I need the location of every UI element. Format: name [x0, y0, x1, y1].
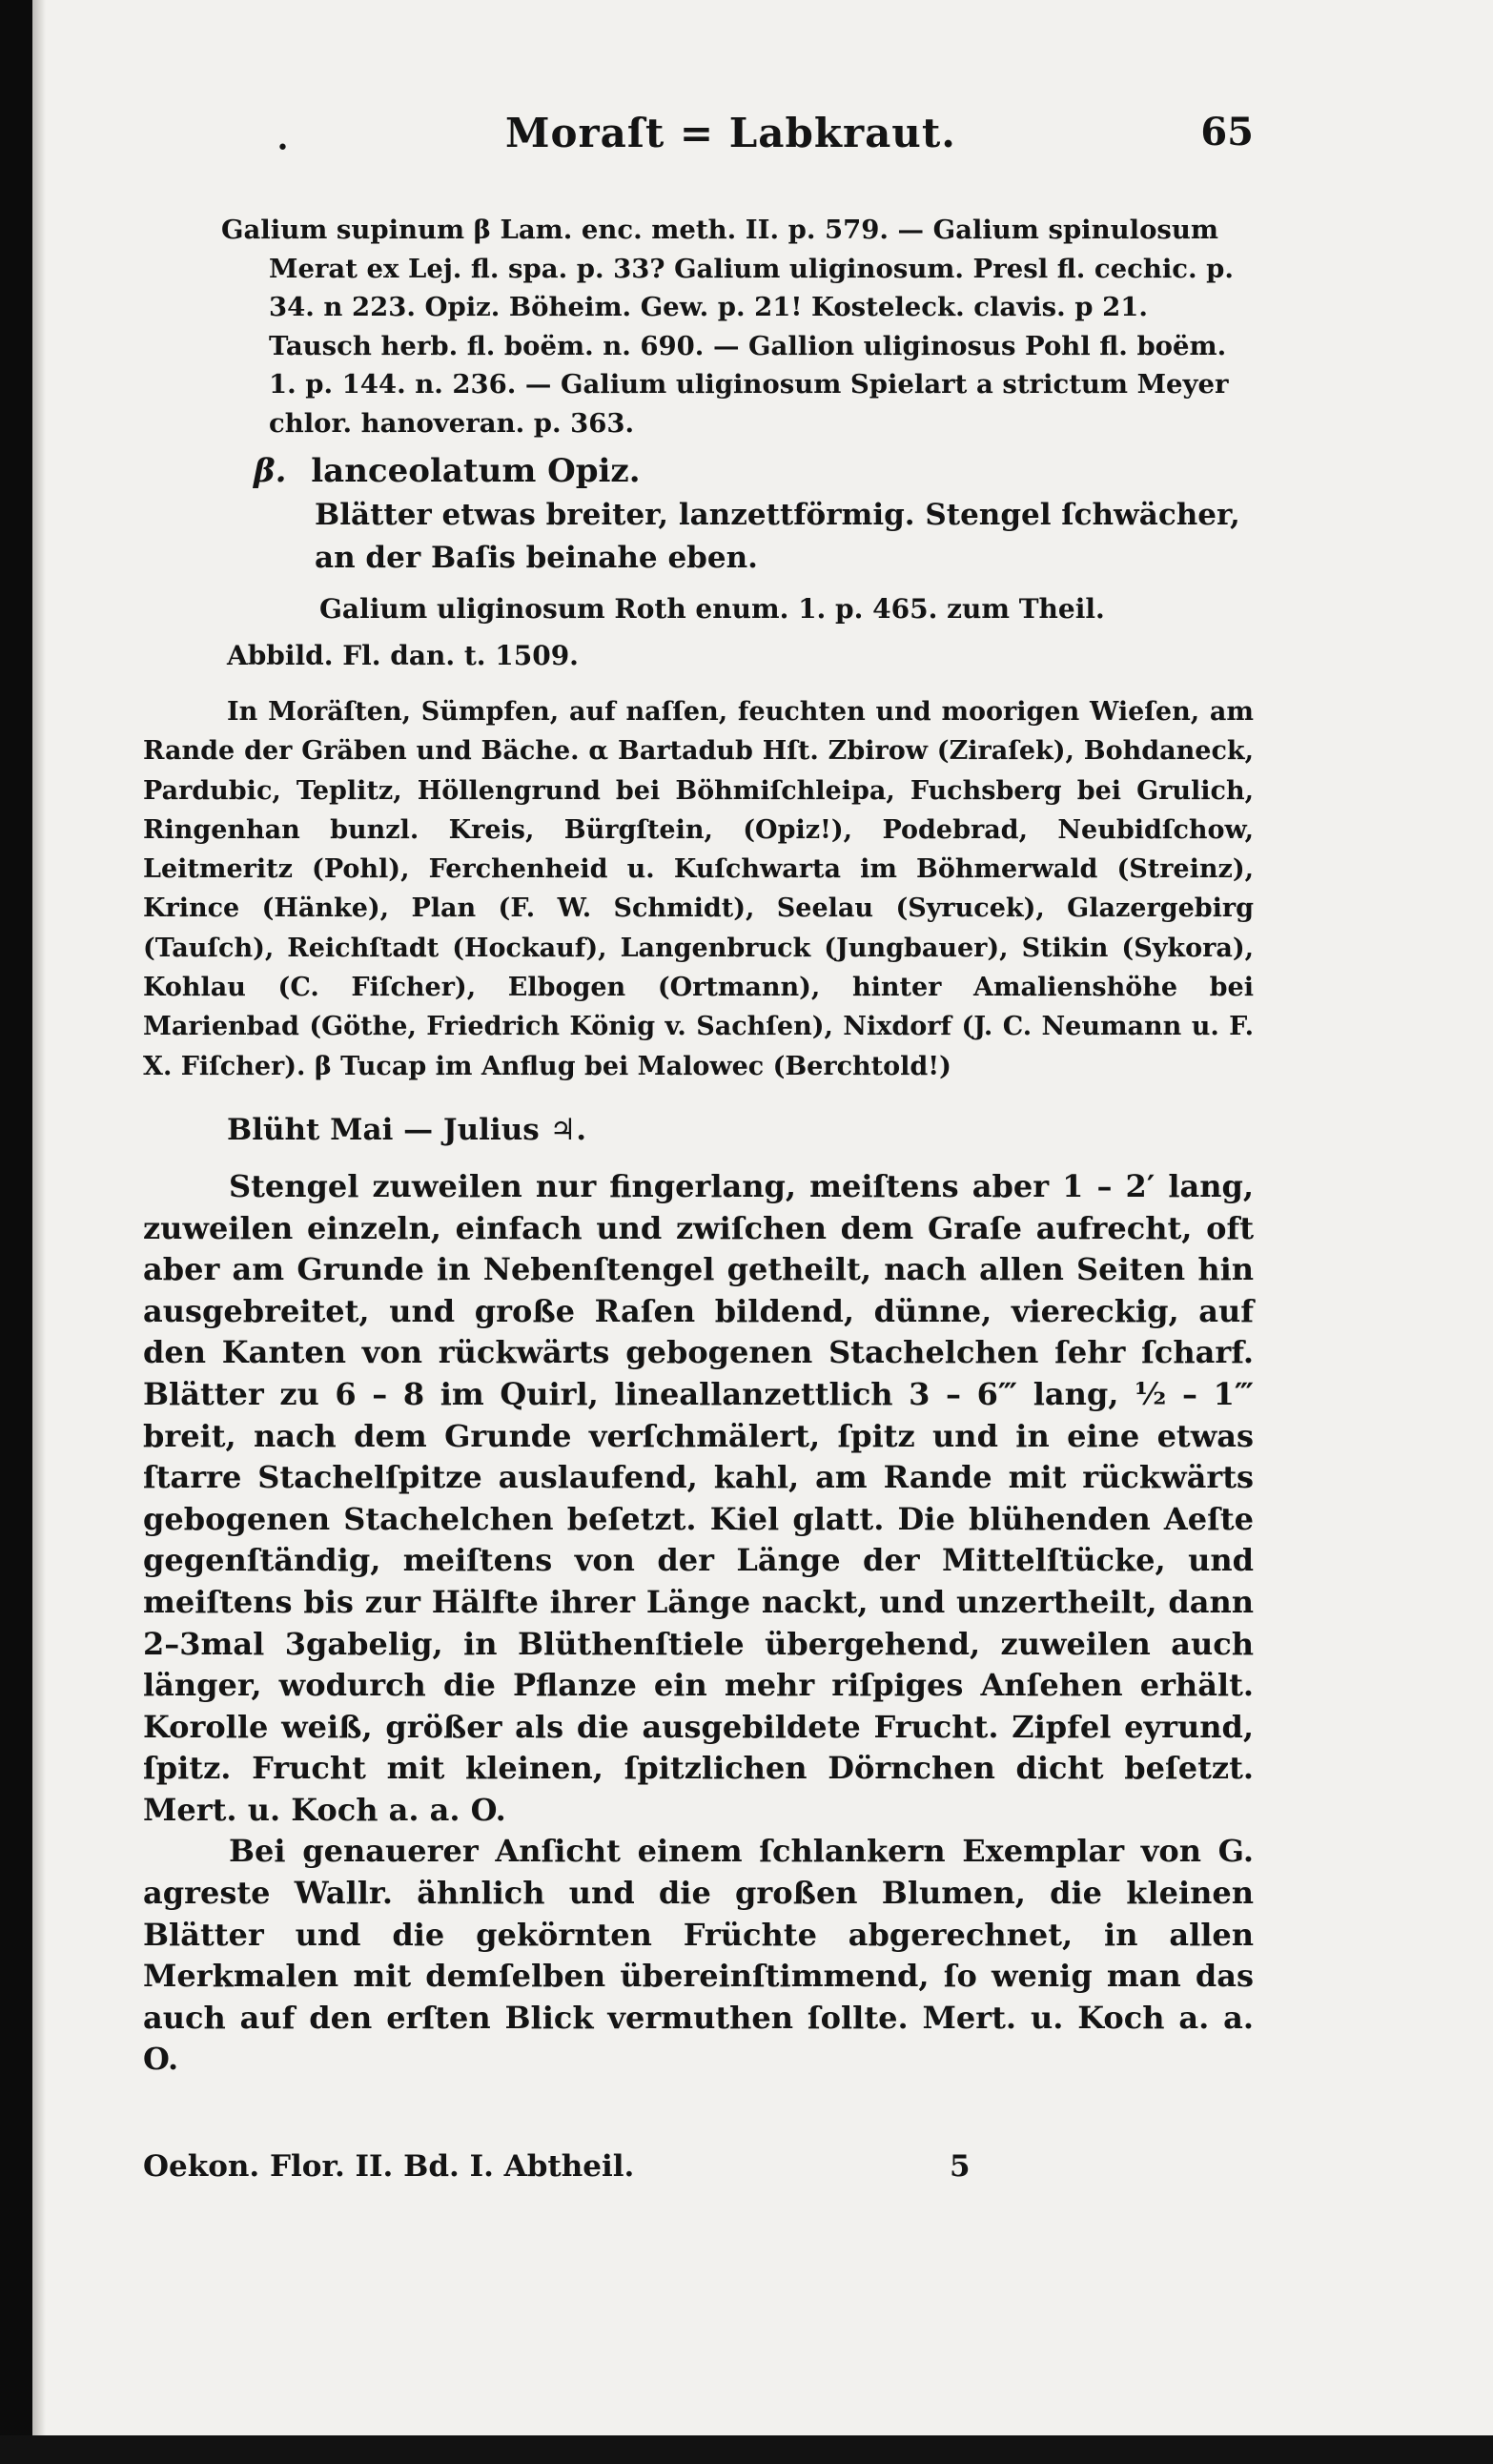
description-paragraph-2: Bei genauerer Anſicht einem ſchlankern Exemplar von G. agreste Wallr. ähnlich und die großen Blumen, die kleinen Blätter und die gekörnten Früchte abgerechnet, in allen Merkmalen mit demſelben übereinſtimmend, ſo wenig man das auch auf den erſten Blick vermuthen ſollte. Mert. u. Koch a. a. O.: [143, 1833, 1254, 2078]
scan-bottom-edge: [0, 2435, 1493, 2464]
variety-heading: [254, 448, 1254, 494]
sheet-number: 5: [950, 2149, 971, 2185]
synonyms-main: Galium supinum β Lam. enc. meth. II. p. 579. — Galium spinulosum Merat ex Lej. fl. spa. p. 33? Galium uliginosum. Presl fl. cechic. p. 34. n 223. Opiz. Böheim. Gew. p. 21! Kosteleck. clavis. p 21. Tausch herb. fl. boëm. n. 690. — Gallion uliginosus Pohl fl. boëm. 1. p. 144. n. 236. — Galium uliginosum Spielart a strictum Meyer chlor. hanoveran. p. 363.: [221, 215, 1234, 439]
variety-marker: β.: [254, 452, 287, 490]
ink-dot: •: [276, 136, 289, 160]
page-header: [143, 110, 1254, 176]
page-number: 65: [1200, 110, 1254, 154]
variety-name: lanceolatum Opiz.: [311, 452, 641, 490]
book-page: [143, 110, 1254, 2197]
blooming-period: Blüht Mai — Julius ♃.: [227, 1112, 587, 1147]
habitat-paragraph: In Moräſten, Sümpfen, auf naſſen, feuchten und moorigen Wieſen, am Rande der Gräben und Bäche. α Bartadub Hſt. Zbirow (Ziraſek), Bohdaneck, Pardubic, Teplitz, Höllengrund bei Böhmiſchleipa, Fuchsberg bei Grulich, Ringenhan bunzl. Kreis, Bürgſtein, (Opiz!), Podebrad, Neubidſchow, Leitmeritz (Pohl), Ferchenheid u. Kuſchwarta im Böhmerwald (Streinz), Krince (Hänke), Plan (F. W. Schmidt), Seelau (Syrucek), Glazergebirg (Tauſch), Reichſtadt (Hockauf), Langenbruck (Jungbauer), Stikin (Sykora), Kohlau (C. Fiſcher), Elbogen (Ortmann), hinter Amalienshöhe bei Marienbad (Göthe, Friedrich König v. Sachſen), Nixdorf (J. C. Neumann u. F. X. Fiſcher). β Tucap im Anflug bei Malowec (Berchtold!): [143, 697, 1254, 1081]
page-footer: [143, 2149, 1254, 2197]
running-head: Moraſt = Labkraut.: [505, 110, 956, 156]
footer-signature: Oekon. Flor. II. Bd. I. Abtheil.: [143, 2149, 635, 2185]
variety-synonym: Galium uliginosum Roth enum. 1. p. 465. zum Theil.: [319, 593, 1105, 625]
figure-reference: Abbild. Fl. dan. t. 1509.: [227, 640, 579, 671]
description-paragraph-1: Stengel zuweilen nur fingerlang, meiſtens aber 1 – 2′ lang, zuweilen einzeln, einfach und zwiſchen dem Graſe aufrecht, oft aber am Grunde in Nebenſtengel getheilt, nach allen Seiten hin ausgebreitet, und große Raſen bildend, dünne, viereckig, auf den Kanten von rückwärts gebogenen Stachelchen ſehr ſcharf. Blätter zu 6 – 8 im Quirl, lineallanzettlich 3 – 6‴ lang, ½ – 1‴ breit, nach dem Grunde verſchmälert, ſpitz und in eine etwas ſtarre Stachelſpitze auslaufend, kahl, am Rande mit rückwärts gebogenen Stachelchen beſetzt. Kiel glatt. Die blühenden Aeſte gegenſtändig, meiſtens von der Länge der Mittelſtücke, und meiſtens bis zur Hälfte ihrer Länge nackt, und unzertheilt, dann 2–3mal 3gabelig, in Blüthenſtiele übergehend, zuweilen auch länger, wodurch die Pflanze ein mehr riſpiges Anſehen erhält. Korolle weiß, größer als die ausgebildete Frucht. Zipfel eyrund, ſpitz. Frucht mit kleinen, ſpitzlichen Dörnchen dicht beſetzt. Mert. u. Koch a. a. O.: [143, 1167, 1254, 1828]
scan-left-edge: [0, 0, 32, 2464]
variety-description: Blätter etwas breiter, lanzettförmig. Stengel ſchwächer, an der Baſis beinahe eben.: [315, 498, 1240, 575]
